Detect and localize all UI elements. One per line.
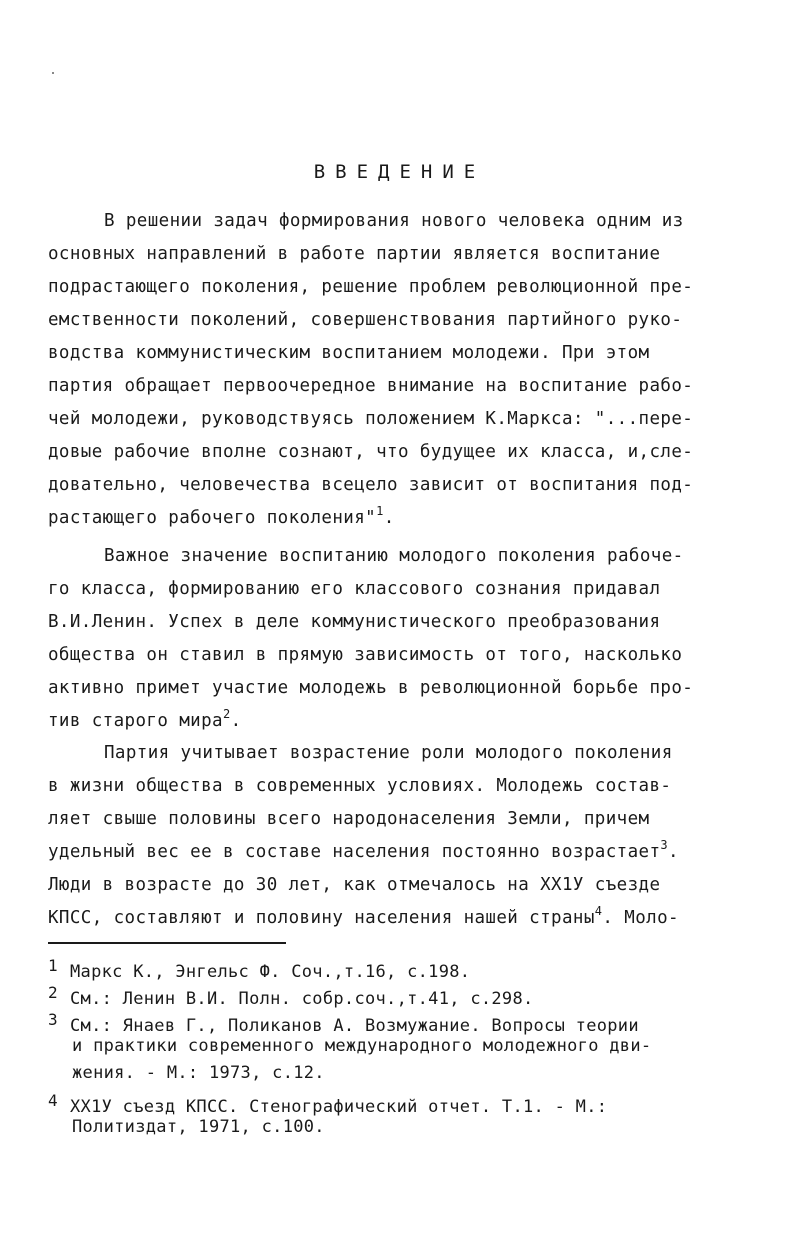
- footnote-ref: 4: [594, 904, 603, 918]
- paragraph-line: партия обращает первоочередное внимание на воспитание рабо-: [48, 376, 694, 396]
- footnote-number: 4: [48, 1091, 58, 1110]
- line-text: растающего рабочего поколения": [48, 508, 377, 528]
- footnote-4: [48, 1087, 748, 1117]
- paragraph-line: Важное значение воспитанию молодого поколения рабоче-: [104, 546, 684, 566]
- paragraph-line: емственности поколений, совершенствования партийного руко-: [48, 310, 683, 330]
- line-tail: .: [668, 842, 679, 862]
- paragraph-3: [48, 737, 738, 935]
- footnote-2: [48, 979, 748, 1009]
- footnote-3-cont: жения. - М.: 1973, с.12.: [72, 1063, 325, 1083]
- footnote-number: 1: [48, 956, 58, 975]
- scan-speck: [52, 72, 54, 74]
- paragraph-2: [48, 540, 738, 738]
- footnote-4-cont: Политиздат, 1971, с.100.: [72, 1117, 325, 1137]
- footnote-text: ХХ1У съезд КПСС. Стенографический отчет. Т.1. - М.:: [70, 1097, 608, 1117]
- paragraph-line: Люди в возрасте до 30 лет, как отмечалось на ХХ1У съезде: [48, 875, 661, 895]
- footnote-text: См.: Ленин В.И. Полн. собр.соч.,т.41, с.298.: [70, 989, 534, 1009]
- footnote-3-cont: и практики современного международного молодежного дви-: [72, 1036, 652, 1056]
- paragraph-line: В.И.Ленин. Успех в деле коммунистического преобразования: [48, 612, 661, 632]
- paragraph-line: го класса, формированию его классового сознания придавал: [48, 579, 661, 599]
- footnote-3: [48, 1006, 748, 1036]
- line-tail: .: [230, 711, 242, 731]
- paragraph-line: ляет свыше половины всего народонаселения Земли, причем: [48, 809, 650, 829]
- line-tail: .: [383, 508, 395, 528]
- footnote-ref: 2: [222, 707, 231, 721]
- footnote-ref: 3: [660, 838, 669, 852]
- paragraph-line: [48, 836, 738, 869]
- paragraph-line-last: [48, 705, 738, 738]
- line-text: тив старого мира: [48, 711, 223, 731]
- footnote-text: Маркс К., Энгельс Ф. Соч.,т.16, с.198.: [70, 962, 471, 982]
- paragraph-line: подрастающего поколения, решение проблем революционной пре-: [48, 277, 694, 297]
- footnote-divider: [48, 942, 286, 944]
- line-text: удельный вес ее в составе населения постоянно возрастает: [48, 842, 661, 862]
- paragraph-line: довательно, человечества всецело зависит от воспитания под-: [48, 475, 694, 495]
- paragraph-line: водства коммунистическим воспитанием молодежи. При этом: [48, 343, 650, 363]
- footnote-number: 2: [48, 983, 58, 1002]
- paragraph-line: чей молодежи, руководствуясь положением К.Маркса: "...пере-: [48, 409, 694, 429]
- line-text: КПСС, составляют и половину населения нашей страны: [48, 908, 595, 928]
- page-title: ВВЕДЕНИЕ: [313, 161, 486, 183]
- paragraph-line-last: [48, 902, 738, 935]
- footnote-text: См.: Янаев Г., Поликанов А. Возмужание. Вопросы теории: [70, 1016, 639, 1036]
- line-tail: . Моло-: [602, 908, 679, 928]
- paragraph-line: активно примет участие молодежь в революционной борьбе про-: [48, 678, 694, 698]
- footnotes: [48, 952, 748, 1141]
- paragraph-line: Партия учитывает возрастение роли молодого поколения: [104, 743, 673, 763]
- footnote-1: [48, 952, 748, 982]
- paragraph-line: общества он ставил в прямую зависимость от того, насколько: [48, 645, 683, 665]
- paragraph-1: [48, 205, 738, 535]
- paragraph-line: В решении задач формирования нового человека одним из: [104, 211, 684, 231]
- footnote-ref: 1: [376, 504, 384, 518]
- paragraph-line: в жизни общества в современных условиях. Молодежь состав-: [48, 776, 672, 796]
- footnote-number: 3: [48, 1010, 58, 1029]
- paragraph-line: основных направлений в работе партии является воспитание: [48, 244, 661, 264]
- paragraph-line-last: [48, 502, 738, 535]
- paragraph-line: довые рабочие вполне сознают, что будущее их класса, и,сле-: [48, 442, 694, 462]
